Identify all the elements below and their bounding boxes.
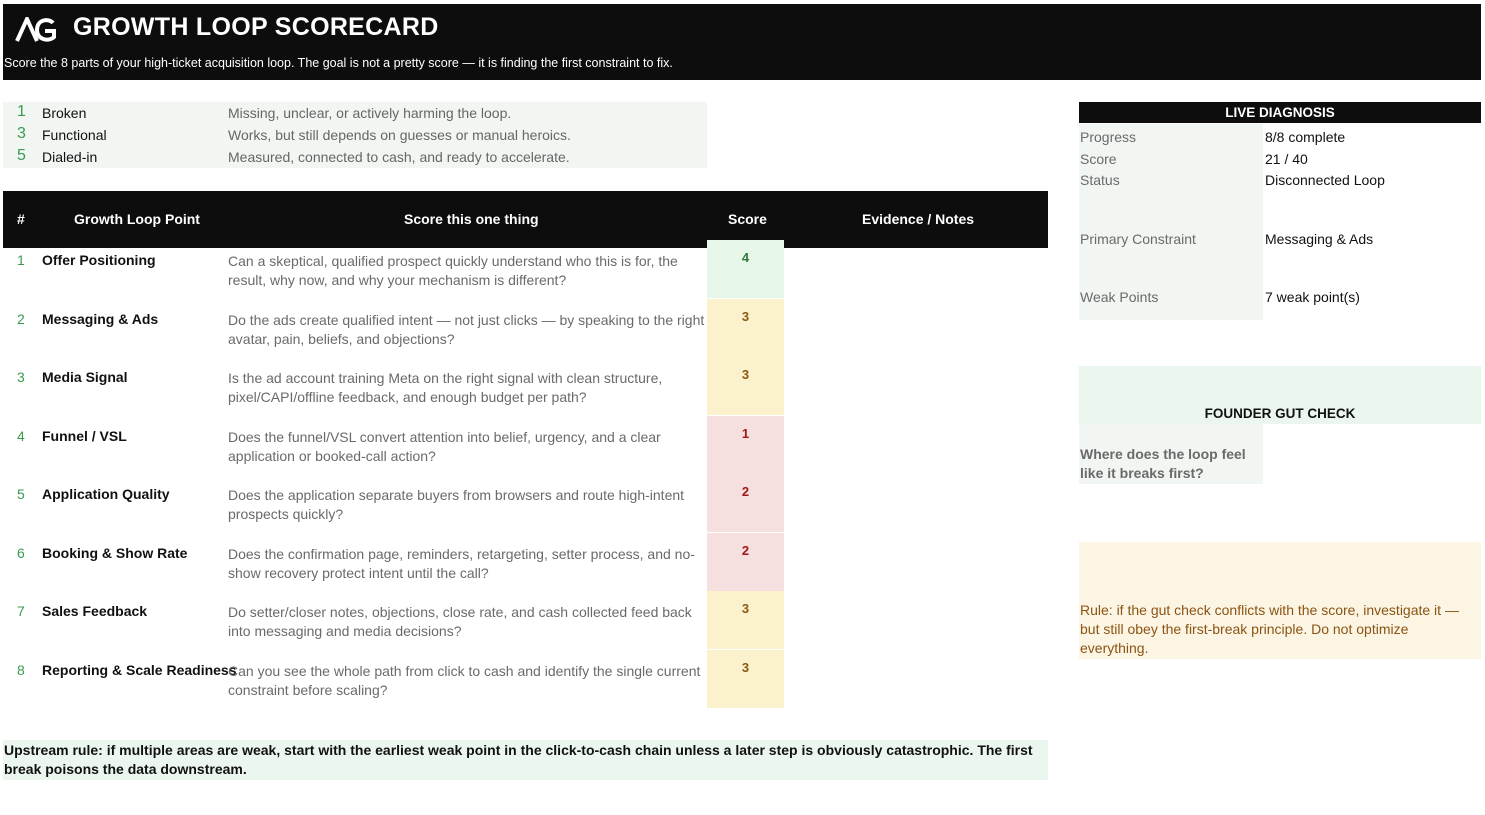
page-title: GROWTH LOOP SCORECARD <box>73 13 439 41</box>
gut-check-answer-cell[interactable] <box>1265 424 1481 484</box>
column-header-point: Growth Loop Point <box>74 211 200 227</box>
row-question: Is the ad account training Meta on the right signal with clean structure, pixel/CAPI/offline feedback, and enough budget per path? <box>228 370 663 405</box>
notes-cell[interactable] <box>788 591 1046 649</box>
score-cell[interactable] <box>707 416 784 474</box>
gut-check-title: FOUNDER GUT CHECK <box>1204 406 1356 421</box>
row-point: Reporting & Scale Readiness <box>42 662 237 678</box>
legend-row-functional <box>3 124 707 146</box>
row-question: Can a skeptical, qualified prospect quickly understand who this is for, the result, why now, and why your mechanism is different? <box>228 253 678 288</box>
score-value: 2 <box>741 543 750 558</box>
progress-value: 8/8 complete <box>1265 129 1346 145</box>
notes-cell[interactable] <box>788 650 1046 708</box>
row-question: Can you see the whole path from click to cash and identify the single current constraint before scaling? <box>228 663 701 698</box>
row-point: Media Signal <box>42 369 128 385</box>
notes-cell[interactable] <box>788 357 1046 415</box>
row-number: 6 <box>17 545 25 561</box>
score-value: 1 <box>741 426 750 441</box>
row-number: 5 <box>17 486 25 502</box>
score-label: Score <box>1080 151 1117 167</box>
legend-description: Measured, connected to cash, and ready to accelerate. <box>228 149 570 165</box>
row-point: Booking & Show Rate <box>42 545 188 561</box>
row-number: 8 <box>17 662 25 678</box>
row-question: Does the confirmation page, reminders, retargeting, setter process, and no-show recovery protect intent until the call? <box>228 546 695 581</box>
row-question: Do the ads create qualified intent — not just clicks — by speaking to the right avatar, pain, beliefs, and objections? <box>228 312 705 347</box>
score-cell[interactable] <box>707 240 784 298</box>
legend-description: Missing, unclear, or actively harming the loop. <box>228 105 512 121</box>
legend-label: Dialed-in <box>42 149 98 165</box>
notes-cell[interactable] <box>788 416 1046 474</box>
live-diagnosis-header: LIVE DIAGNOSIS <box>1079 102 1481 123</box>
row-question: Does the application separate buyers from browsers and route high-intent prospects quickly? <box>228 487 685 522</box>
score-cell[interactable] <box>707 474 784 532</box>
row-question: Do setter/closer notes, objections, close rate, and cash collected feed back into messaging and media decisions? <box>228 604 692 639</box>
ag-logo-icon <box>15 17 57 43</box>
score-total-value: 21 / 40 <box>1265 151 1308 167</box>
legend-row-broken <box>3 102 707 124</box>
row-number: 1 <box>17 252 25 268</box>
row-point: Application Quality <box>42 486 170 502</box>
weak-points-value: 7 weak point(s) <box>1265 289 1360 305</box>
row-point: Funnel / VSL <box>42 428 127 444</box>
progress-label: Progress <box>1080 129 1137 145</box>
page-subtitle: Score the 8 parts of your high-ticket acquisition loop. The goal is not a pretty score — it is finding the first constraint to fix. <box>4 56 673 70</box>
score-value: 3 <box>741 601 750 616</box>
table-row <box>3 660 1048 718</box>
score-legend <box>3 102 707 168</box>
legend-description: Works, but still depends on guesses or manual heroics. <box>228 127 571 143</box>
score-value: 3 <box>741 367 750 382</box>
upstream-rule-note <box>3 740 1048 780</box>
row-number: 7 <box>17 603 25 619</box>
row-number: 2 <box>17 311 25 327</box>
score-value: 2 <box>741 484 750 499</box>
score-cell[interactable] <box>707 299 784 357</box>
legend-label: Functional <box>42 127 107 143</box>
row-point: Sales Feedback <box>42 603 148 619</box>
notes-cell[interactable] <box>788 533 1046 591</box>
status-value: Disconnected Loop <box>1265 172 1385 188</box>
weak-points-label: Weak Points <box>1080 289 1159 305</box>
legend-row-dialed-in <box>3 146 707 168</box>
score-value: 4 <box>741 250 750 265</box>
score-cell[interactable] <box>707 591 784 649</box>
legend-number: 5 <box>17 147 26 164</box>
notes-cell[interactable] <box>788 299 1046 357</box>
column-header-number: # <box>17 211 25 227</box>
column-header-notes: Evidence / Notes <box>862 211 975 227</box>
upstream-rule-text: Upstream rule: if multiple areas are weak, start with the earliest weak point in the click-to-cash chain unless a later step is obviously catastrophic. The first break poisons the data downstream. <box>4 742 1033 777</box>
primary-constraint-label: Primary Constraint <box>1080 231 1196 247</box>
column-header-question: Score this one thing <box>404 211 539 227</box>
rule-note-text: Rule: if the gut check conflicts with the score, investigate it — but still obey the first-break principle. Do not optimize everything. <box>1080 602 1459 656</box>
row-number: 3 <box>17 369 25 385</box>
notes-cell[interactable] <box>788 240 1046 298</box>
row-question: Does the funnel/VSL convert attention into belief, urgency, and a clear application or booked-call action? <box>228 429 661 464</box>
column-header-score: Score <box>728 211 767 227</box>
score-value: 3 <box>741 660 750 675</box>
row-point: Messaging & Ads <box>42 311 159 327</box>
score-cell[interactable] <box>707 357 784 415</box>
score-value: 3 <box>741 309 750 324</box>
status-label: Status <box>1080 172 1120 188</box>
primary-constraint-value: Messaging & Ads <box>1265 231 1374 247</box>
legend-number: 3 <box>17 125 26 142</box>
legend-number: 1 <box>17 103 26 120</box>
score-cell[interactable] <box>707 650 784 708</box>
header-bar <box>3 4 1481 80</box>
row-point: Offer Positioning <box>42 252 156 268</box>
row-number: 4 <box>17 428 25 444</box>
notes-cell[interactable] <box>788 474 1046 532</box>
legend-label: Broken <box>42 105 87 121</box>
score-cell[interactable] <box>707 533 784 591</box>
gut-check-question: Where does the loop feel like it breaks first? <box>1080 446 1246 481</box>
